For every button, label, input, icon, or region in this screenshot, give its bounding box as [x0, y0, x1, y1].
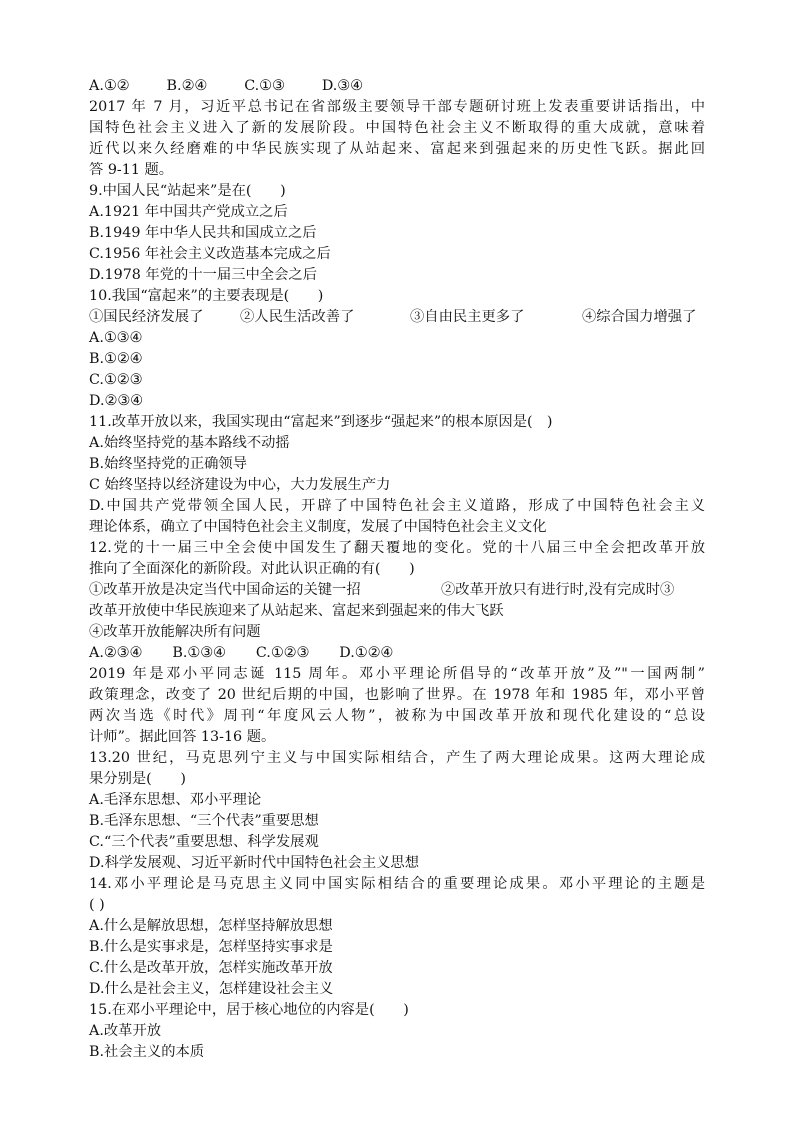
question-11 — [89, 412, 705, 538]
option: C.①③ — [244, 78, 285, 94]
passage-line: 2017 年 7 月，习近平总书记在省部级主要领导干部专题研讨班上发表重要讲话指出，中 — [89, 99, 705, 115]
passage-line: 2019 年是邓小平同志诞 115 周年。邓小平理论所倡导的“改革开放”及”"一国两制” — [89, 666, 705, 682]
option: A.什么是解放思想，怎样坚持解放思想 — [89, 918, 333, 934]
statement: ①国民经济发展了 — [89, 309, 204, 325]
option: B.①③④ — [172, 645, 226, 661]
option: C.“三个代表”重要思想、科学发展观 — [89, 834, 319, 850]
option: D.什么是社会主义，怎样建设社会主义 — [89, 981, 334, 997]
question-stem: 果分别是( ) — [89, 771, 186, 787]
option-row — [89, 643, 705, 664]
statement: ②改革开放只有进行时,没有完成时③ — [441, 582, 675, 598]
option: D.③④ — [321, 78, 363, 94]
option: D.②③④ — [89, 393, 143, 409]
exam-page — [89, 76, 705, 1063]
question-13 — [89, 748, 705, 874]
option: B.1949 年中华人民共和国成立之后 — [89, 225, 317, 241]
question-stem: 12.党的十一届三中全会使中国发生了翻天覆地的变化。党的十八届三中全会把改革开放 — [89, 540, 705, 556]
question-stem: 13.20 世纪，马克思列宁主义与中国实际相结合，产生了两大理论成果。这两大理论成 — [89, 750, 705, 766]
statement: ①改革开放是决定当代中国命运的关键一招 — [89, 582, 361, 598]
option: D.1978 年党的十一届三中全会之后 — [89, 267, 317, 283]
question-9 — [89, 181, 705, 286]
option: A.①③④ — [89, 330, 143, 346]
passage-9-11 — [89, 97, 705, 181]
question-stem: 推向了全面深化的新阶段。对此认识正确的有( ) — [89, 561, 415, 577]
option: C.①②③ — [255, 645, 310, 661]
option: D.科学发展观、习近平新时代中国特色社会主义思想 — [89, 855, 420, 871]
passage-line: 答 9-11 题。 — [89, 162, 174, 178]
option: A.①② — [89, 78, 130, 94]
option: B.②④ — [166, 78, 208, 94]
question-stem: 14.邓小平理论是马克思主义同中国实际相结合的重要理论成果。邓小平理论的主题是 — [89, 876, 705, 892]
question-stem: 11.改革开放以来，我国实现由“富起来”到逐步“强起来”的根本原因是( ) — [89, 414, 553, 430]
statement: ④改革开放能解决所有问题 — [89, 624, 261, 640]
statement-list — [89, 307, 705, 328]
option: A.1921 年中国共产党成立之后 — [89, 204, 288, 220]
option: C.什么是改革开放，怎样实施改革开放 — [89, 960, 333, 976]
option: B.什么是实事求是，怎样坚持实事求是 — [89, 939, 333, 955]
option: D.中国共产党带领全国人民，开辟了中国特色社会主义道路，形成了中国特色社会主义 — [89, 498, 705, 514]
option: B.毛泽东思想、“三个代表”重要思想 — [89, 813, 319, 829]
passage-line: 两次当选《时代》周刊“年度风云人物”，被称为中国改革开放和现代化建设的“总设 — [89, 708, 705, 724]
question-10 — [89, 286, 705, 412]
option: B.始终坚持党的正确领导 — [89, 456, 248, 472]
prev-question-options — [89, 76, 705, 97]
passage-line: 国特色社会主义进入了新的发展阶段。中国特色社会主义不断取得的重大成就，意味着 — [89, 120, 705, 136]
option-continuation: 理论体系，确立了中国特色社会主义制度，发展了中国特色社会主义文化 — [89, 519, 547, 535]
question-stem: 9.中国人民“站起来”是在( ) — [89, 183, 286, 199]
passage-line: 计师”。据此回答 13-16 题。 — [89, 729, 276, 745]
option: A.始终坚持党的基本路线不动摇 — [89, 435, 290, 451]
option: C 始终坚持以经济建设为中心，大力发展生产力 — [89, 477, 391, 493]
question-14 — [89, 874, 705, 1000]
statement: ④综合国力增强了 — [582, 309, 697, 325]
question-12 — [89, 538, 705, 664]
option: B.社会主义的本质 — [89, 1044, 205, 1060]
option: A.毛泽东思想、邓小平理论 — [89, 792, 262, 808]
question-stem: ( ) — [89, 897, 105, 913]
passage-line: 近代以来久经磨难的中华民族实现了从站起来、富起来到强起来的历史性飞跃。据此回 — [89, 141, 705, 157]
option: A.改革开放 — [89, 1023, 162, 1039]
passage-13-16 — [89, 664, 705, 748]
statement: 改革开放使中华民族迎来了从站起来、富起来到强起来的伟大飞跃 — [89, 603, 504, 619]
question-stem: 15.在邓小平理论中，居于核心地位的内容是( ) — [89, 1002, 409, 1018]
question-15 — [89, 1000, 705, 1063]
option: A.②③④ — [89, 645, 143, 661]
passage-line: 政策理念，改变了 20 世纪后期的中国，也影响了世界。在 1978 年和 1985 年，邓小平曾 — [89, 687, 705, 703]
statement-list — [89, 580, 705, 601]
statement: ③自由民主更多了 — [410, 309, 525, 325]
option: D.①②④ — [339, 645, 394, 661]
statement: ②人民生活改善了 — [240, 309, 355, 325]
option: C.1956 年社会主义改造基本完成之后 — [89, 246, 331, 262]
option: B.①②④ — [89, 351, 143, 367]
option: C.①②③ — [89, 372, 143, 388]
question-stem: 10.我国“富起来”的主要表现是( ) — [89, 288, 324, 304]
